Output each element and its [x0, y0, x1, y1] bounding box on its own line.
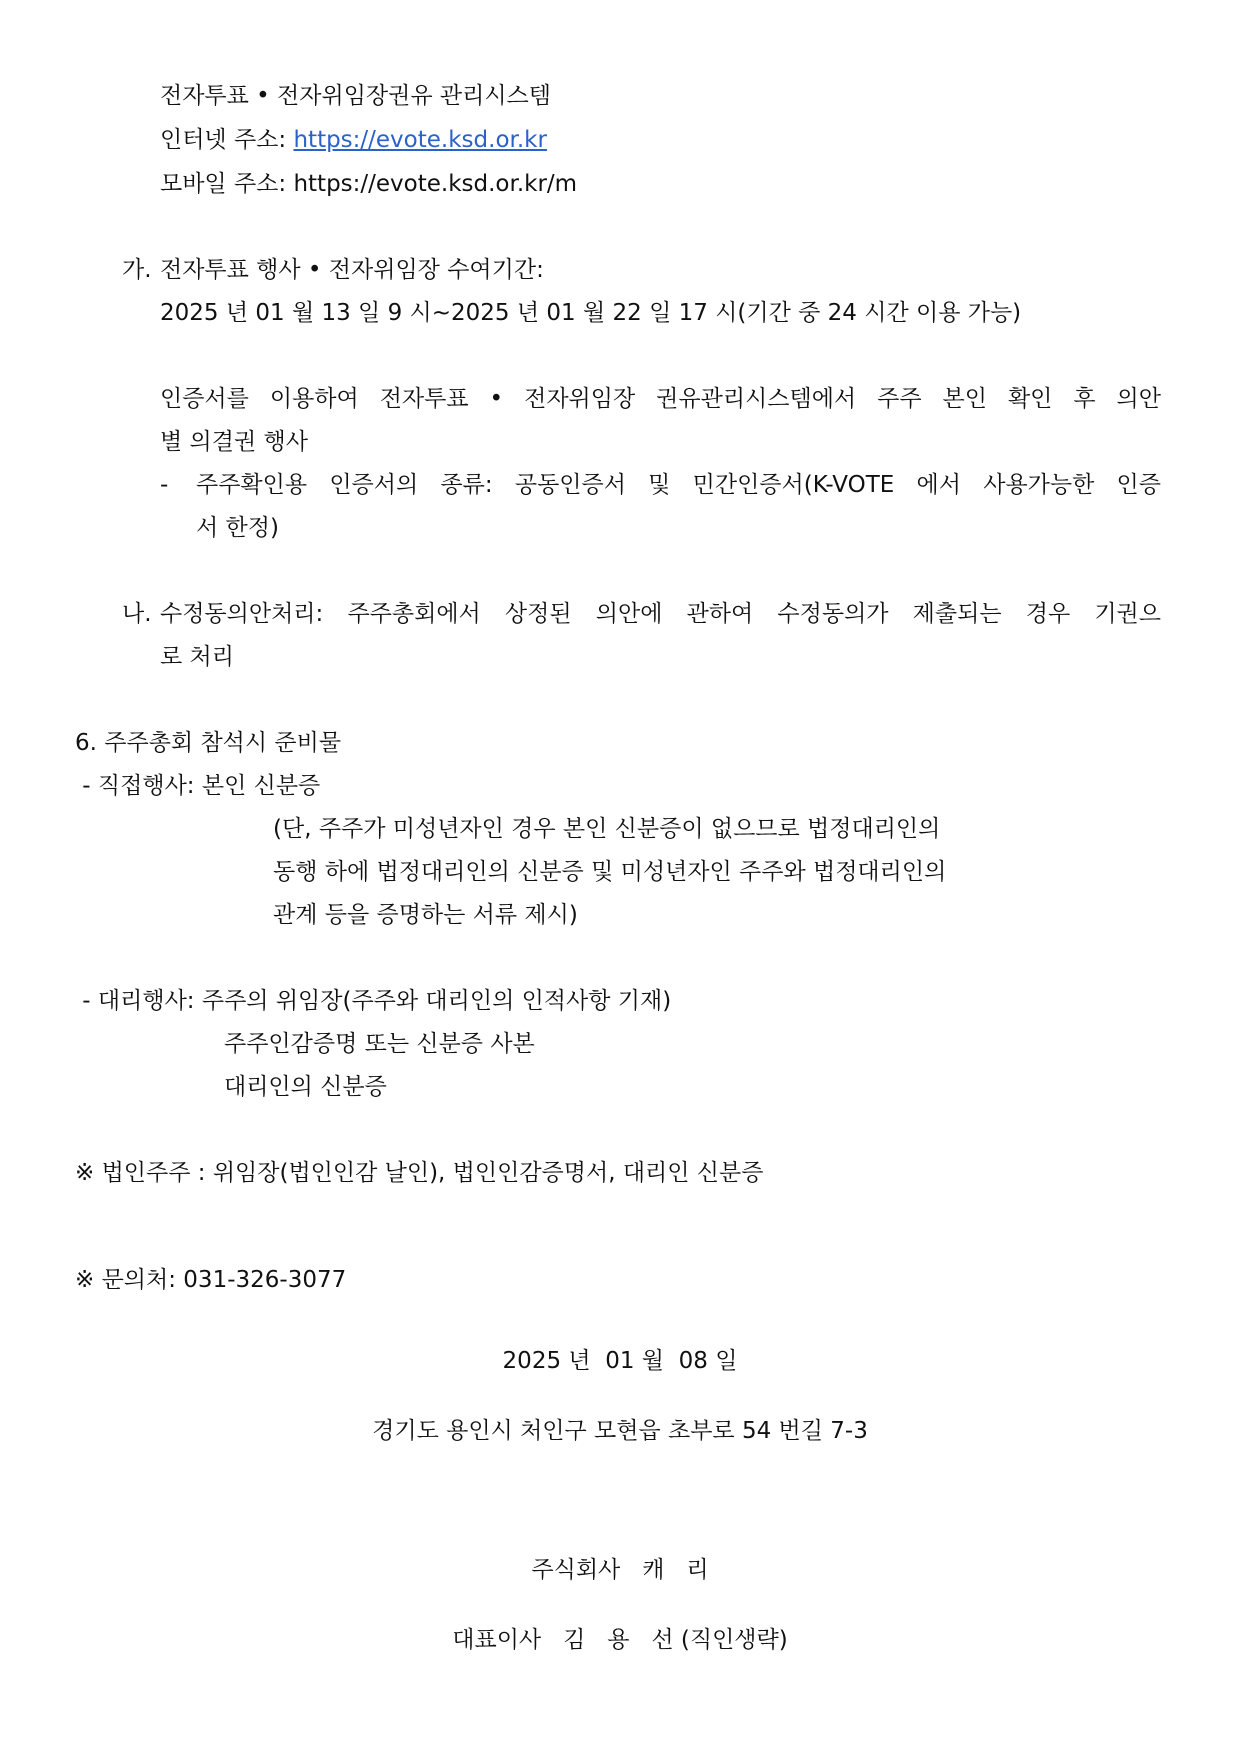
certificate-dash: - [160, 472, 169, 498]
company-address: 경기도 용인시 처인구 모현읍 초부로 54 번길 7-3 [372, 1418, 868, 1444]
proxy-exercise-item-2: 주주인감증명 또는 신분증 사본 [224, 1031, 535, 1057]
section-ga-heading: 전자투표 행사 • 전자위임장 수여기간: [160, 257, 544, 283]
contact-note: ※ 문의처: 031-326-3077 [75, 1267, 347, 1293]
voting-method-line-1: 인증서를 이용하여 전자투표 • 전자위임장 권유관리시스템에서 주주 본인 확인 후 의안 [160, 386, 1161, 412]
proxy-exercise-item-3: 대리인의 신분증 [224, 1074, 387, 1100]
corporate-shareholder-note: ※ 법인주주 : 위임장(법인인감 날인), 법인인감증명서, 대리인 신분증 [75, 1160, 764, 1186]
internet-address [160, 124, 547, 156]
internet-address-label: 인터넷 주소: [160, 127, 294, 153]
mobile-address: 모바일 주소: https://evote.ksd.or.kr/m [160, 171, 578, 197]
direct-exercise-note-1: (단, 주주가 미성년자인 경우 본인 신분증이 없으므로 법정대리인의 [273, 816, 941, 842]
section-na-marker: 나. [122, 601, 152, 627]
voting-period: 2025 년 01 월 13 일 9 시~2025 년 01 월 22 일 17 시(기간 중 24 시간 이용 가능) [160, 300, 1022, 326]
certificate-type-line-2: 서 한정) [196, 515, 279, 541]
section-6-heading: 6. 주주총회 참석시 준비물 [75, 730, 342, 756]
amendment-line-2: 로 처리 [160, 644, 234, 670]
representative: 대표이사 김 용 선 (직인생략) [452, 1627, 788, 1653]
direct-exercise-label: - 직접행사: 본인 신분증 [75, 773, 321, 799]
amendment-line-1: 수정동의안처리: 주주총회에서 상정된 의안에 관하여 수정동의가 제출되는 경우 기권으 [160, 601, 1161, 627]
certificate-type-line-1: 주주확인용 인증서의 종류: 공동인증서 및 민간인증서(K-VOTE 에서 사용가능한 인증 [196, 472, 1161, 498]
direct-exercise-note-2: 동행 하에 법정대리인의 신분증 및 미성년자인 주주와 법정대리인의 [273, 859, 947, 885]
section-ga-marker: 가. [122, 257, 152, 283]
internet-address-link[interactable]: https://evote.ksd.or.kr [293, 127, 547, 153]
system-title: 전자투표 • 전자위임장권유 관리시스템 [160, 83, 551, 109]
company-name: 주식회사 캐 리 [531, 1557, 709, 1583]
proxy-exercise-label: - 대리행사: 주주의 위임장(주주와 대리인의 인적사항 기재) [75, 988, 672, 1014]
notice-date: 2025 년 01 월 08 일 [502, 1348, 738, 1374]
direct-exercise-note-3: 관계 등을 증명하는 서류 제시) [273, 902, 578, 928]
voting-method-line-2: 별 의결권 행사 [160, 429, 308, 455]
